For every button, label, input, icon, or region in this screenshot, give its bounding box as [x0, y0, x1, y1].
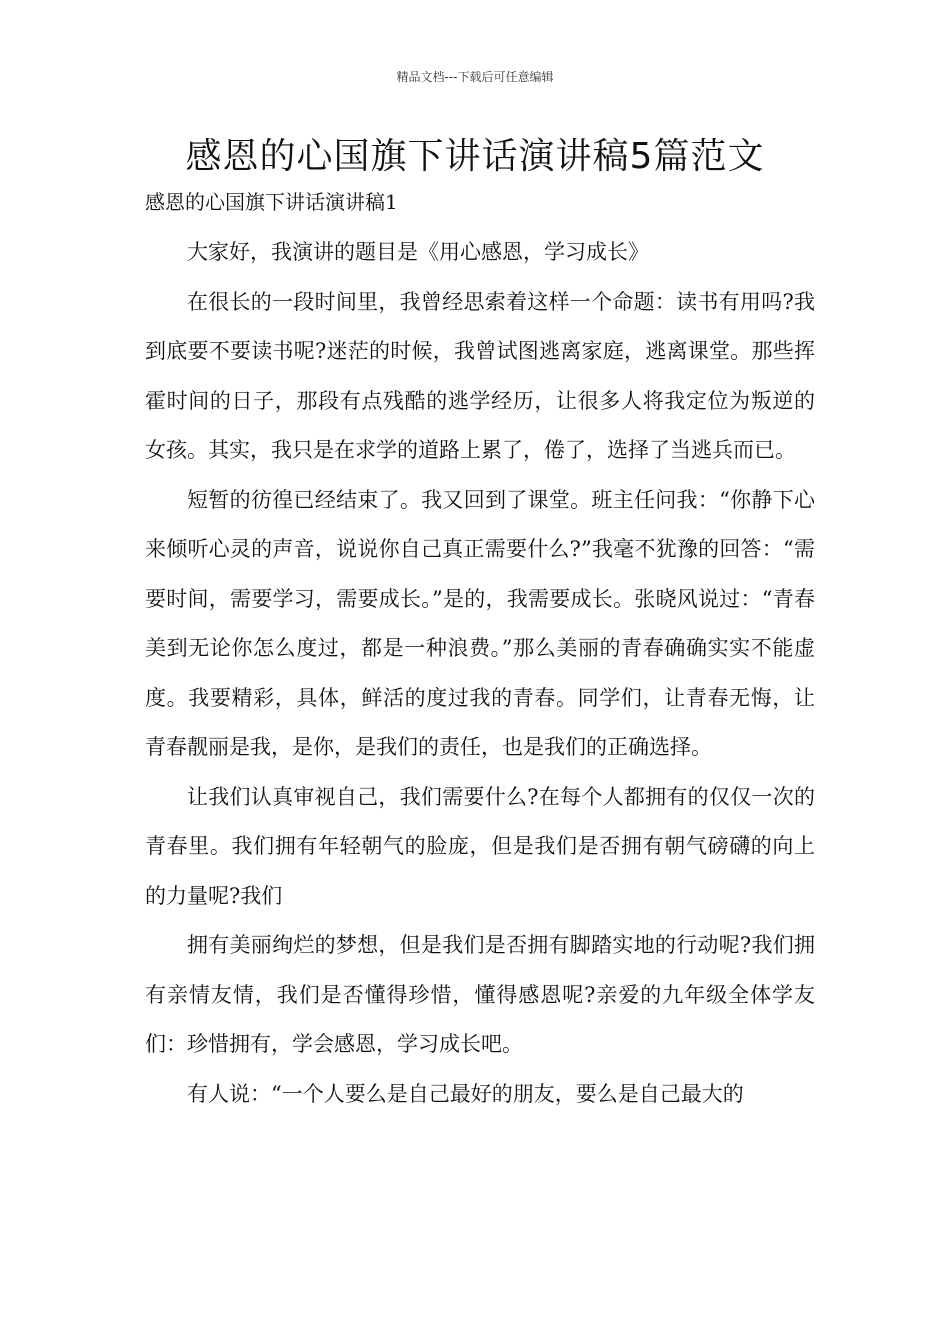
paragraph: 让我们认真审视自己，我们需要什么?在每个人都拥有的仅仅一次的青春里。我们拥有年轻朝气的脸庞，但是我们是否拥有朝气磅礴的向上的力量呢?我们: [145, 784, 815, 908]
paragraph: 有人说：“一个人要么是自己最好的朋友，要么是自己最大的: [187, 1081, 744, 1106]
document-body: [145, 228, 815, 1119]
paragraph: 大家好，我演讲的题目是《用心感恩，学习成长》: [187, 240, 649, 264]
paragraph: 在很长的一段时间里，我曾经思索着这样一个命题：读书有用吗?我到底要不要读书呢?迷茫的时候，我曾试图逃离家庭，逃离课堂。那些挥霍时间的日子，那段有点残酷的逃学经历，让很多人将我定位为叛逆的女孩。其实，我只是在求学的道路上累了，倦了，选择了当逃兵而已。: [145, 289, 815, 462]
paragraph: 拥有美丽绚烂的梦想，但是我们是否拥有脚踏实地的行动呢?我们拥有亲情友情，我们是否懂得珍惜，懂得感恩呢?亲爱的九年级全体学友们：珍惜拥有，学会感恩，学习成长吧。: [145, 933, 815, 1056]
paragraph: 短暂的彷徨已经结束了。我又回到了课堂。班主任问我：“你静下心来倾听心灵的声音，说说你自己真正需要什么?”我毫不犹豫的回答：“需要时间，需要学习，需要成长。”是的，我需要成长。张晓风说过：“青春美到无论你怎么度过，都是一种浪费。”那么美丽的青春确确实实不能虚度。我要精彩，具体，鲜活的度过我的青春。同学们，让青春无悔，让青春靓丽是我，是你，是我们的责任，也是我们的正确选择。: [145, 487, 815, 759]
document-title: 感恩的心国旗下讲话演讲稿5篇范文: [185, 136, 765, 177]
section-subtitle: 感恩的心国旗下讲话演讲稿1: [145, 190, 398, 214]
header-note: 精品文档---下载后可任意编辑: [396, 70, 554, 84]
